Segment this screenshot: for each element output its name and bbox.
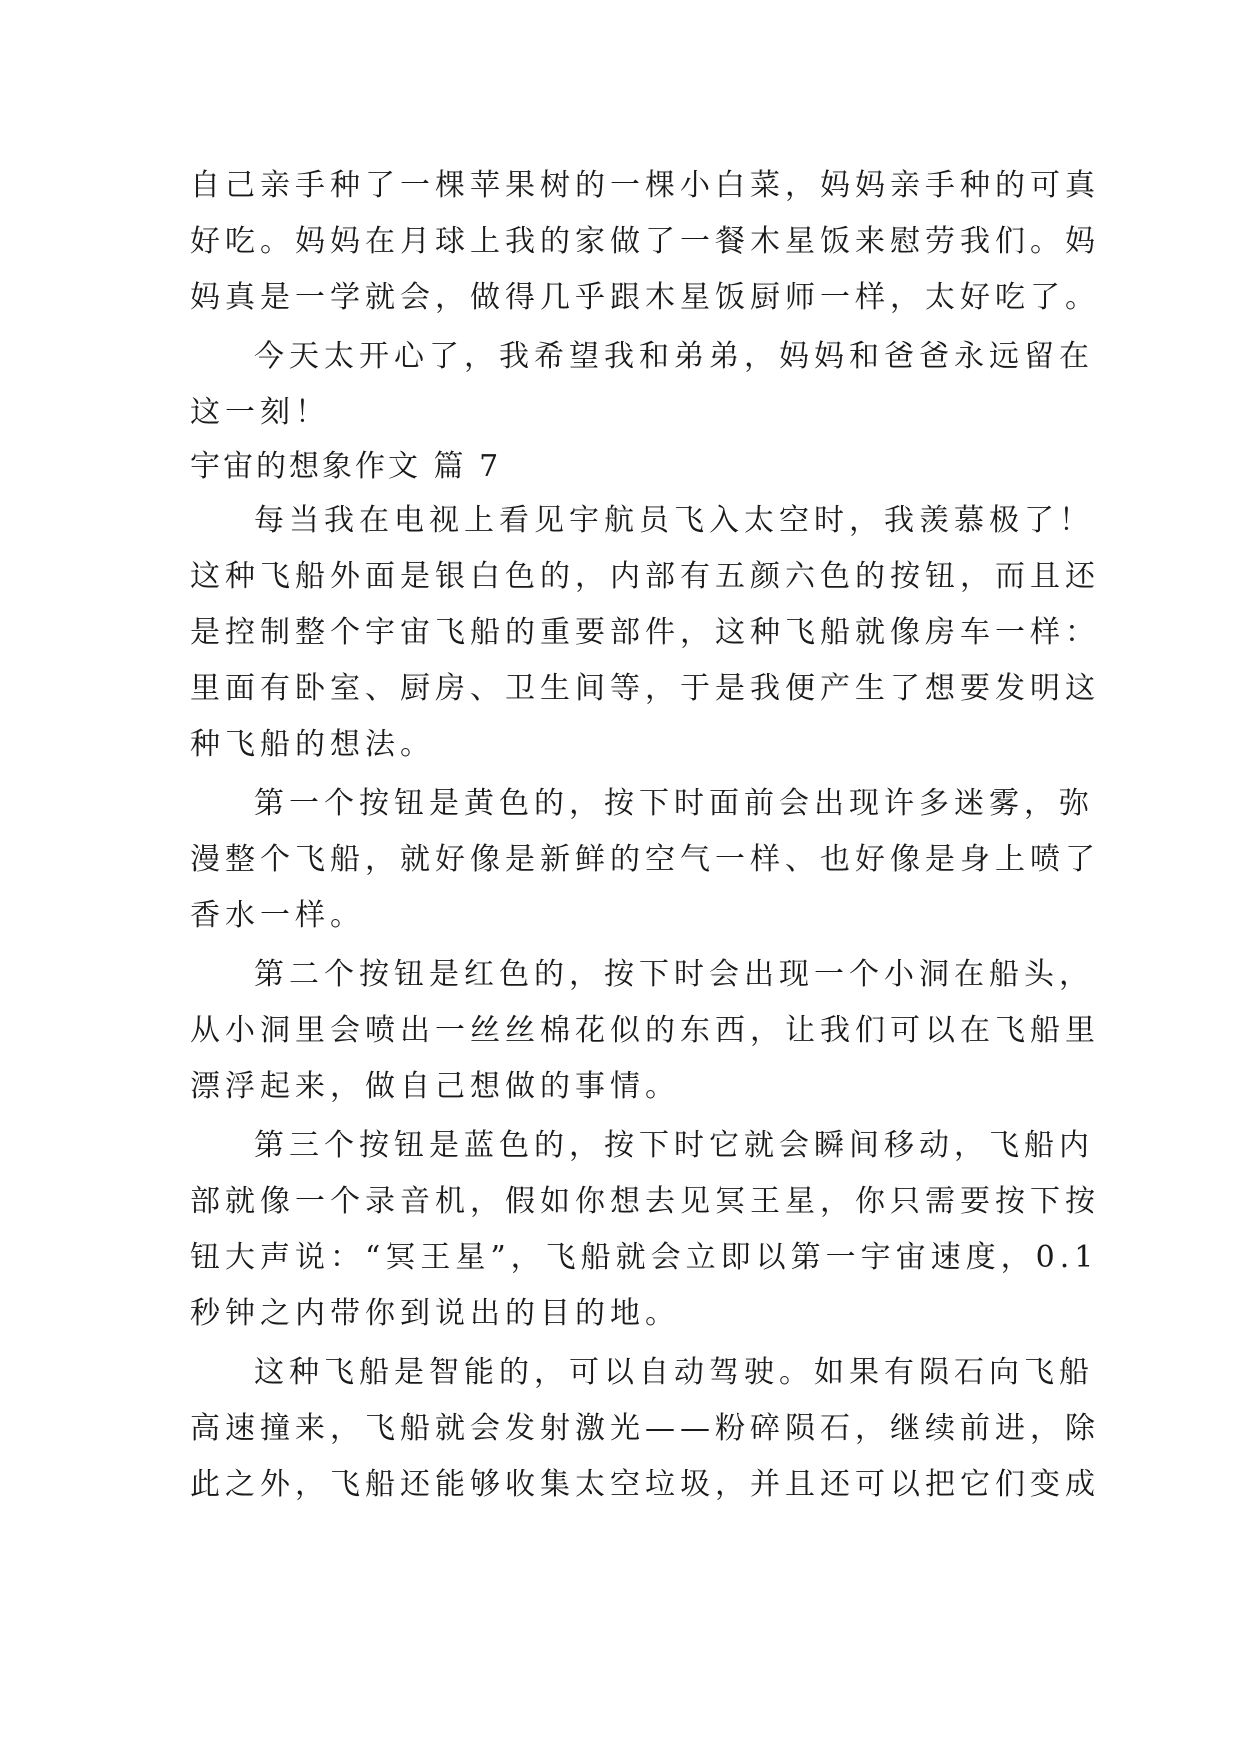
- text-line: 此之外，飞船还能够收集太空垃圾，并且还可以把它们变成: [190, 1467, 1100, 1502]
- text-line: 钮大声说：“冥王星”，飞船就会立即以第一宇宙速度，0.1: [190, 1240, 1099, 1275]
- text-line: 这种飞船外面是银白色的，内部有五颜六色的按钮，而且还: [190, 559, 1100, 594]
- text-line: 里面有卧室、厨房、卫生间等，于是我便产生了想要发明这: [190, 671, 1100, 706]
- paragraph: [190, 493, 1100, 773]
- text-line: 第三个按钮是蓝色的，按下时它就会瞬间移动，飞船内: [254, 1128, 1094, 1163]
- paragraph: [190, 158, 1100, 326]
- text-line: 好吃。妈妈在月球上我的家做了一餐木星饭来慰劳我们。妈: [190, 224, 1100, 259]
- heading-text: 宇宙的想象作文 篇 7: [190, 449, 502, 484]
- text-line: 香水一样。: [190, 898, 365, 933]
- text-line: 从小洞里会喷出一丝丝棉花似的东西，让我们可以在飞船里: [190, 1013, 1100, 1048]
- text-line: 高速撞来，飞船就会发射激光——粉碎陨石，继续前进，除: [190, 1411, 1100, 1446]
- text-line: 漫整个飞船，就好像是新鲜的空气一样、也好像是身上喷了: [190, 842, 1100, 877]
- paragraph: [190, 1345, 1100, 1513]
- paragraph: [190, 776, 1100, 944]
- text-line: 这一刻！: [190, 395, 330, 430]
- section-heading: [190, 441, 1070, 493]
- text-line: 秒钟之内带你到说出的目的地。: [190, 1296, 680, 1331]
- text-line: 自己亲手种了一棵苹果树的一棵小白菜，妈妈亲手种的可真: [190, 168, 1100, 203]
- text-line: 每当我在电视上看见宇航员飞入太空时，我羡慕极了！: [254, 503, 1094, 538]
- paragraph: [190, 947, 1100, 1115]
- text-line: 这种飞船是智能的，可以自动驾驶。如果有陨石向飞船: [254, 1355, 1094, 1390]
- text-line: 种飞船的想法。: [190, 727, 435, 762]
- text-line: 漂浮起来，做自己想做的事情。: [190, 1069, 680, 1104]
- text-line: 今天太开心了，我希望我和弟弟，妈妈和爸爸永远留在: [254, 339, 1094, 374]
- text-line: 是控制整个宇宙飞船的重要部件，这种飞船就像房车一样：: [190, 615, 1100, 650]
- text-line: 第二个按钮是红色的，按下时会出现一个小洞在船头，: [254, 957, 1094, 992]
- text-line: 妈真是一学就会，做得几乎跟木星饭厨师一样，太好吃了。: [190, 280, 1100, 315]
- document-body: [190, 158, 1100, 1513]
- paragraph: [190, 1118, 1100, 1342]
- text-line: 第一个按钮是黄色的，按下时面前会出现许多迷雾，弥: [254, 786, 1094, 821]
- text-line: 部就像一个录音机，假如你想去见冥王星，你只需要按下按: [190, 1184, 1100, 1219]
- paragraph: [190, 329, 1094, 441]
